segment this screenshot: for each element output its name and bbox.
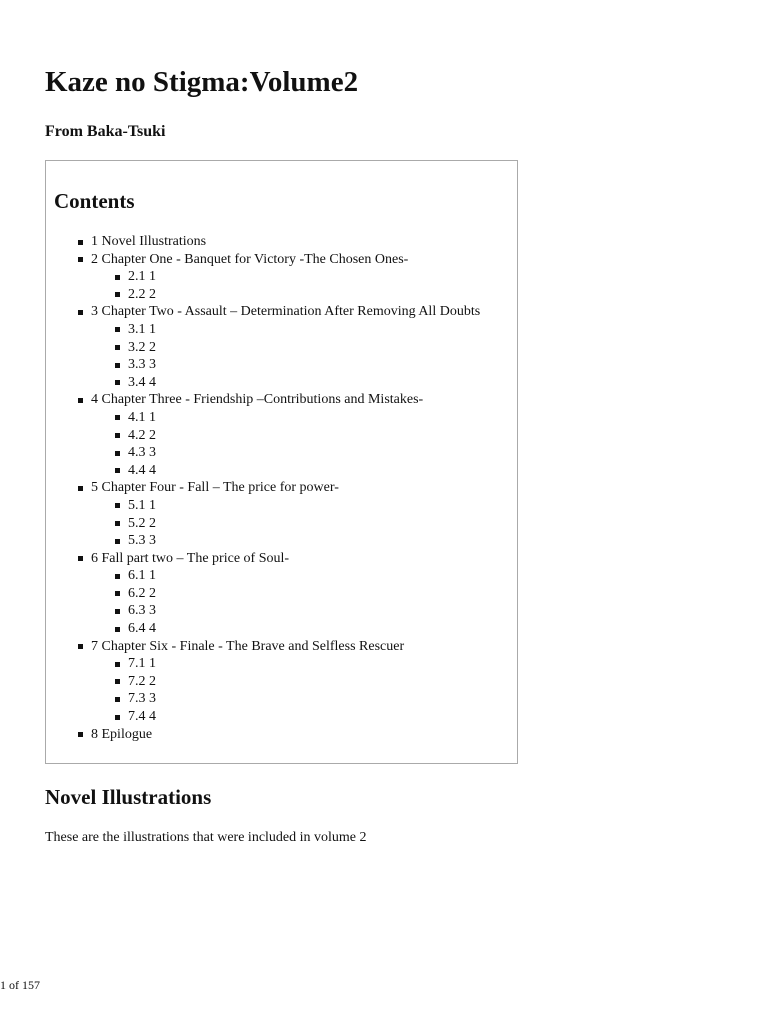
- toc-subitem: [115, 462, 480, 480]
- toc-item: [78, 638, 480, 726]
- toc-sublist: [91, 655, 480, 725]
- toc-sublist: [91, 497, 480, 550]
- toc-subitem: [115, 708, 480, 726]
- toc-link[interactable]: 3 Chapter Two - Assault – Determination After Removing All Doubts: [91, 304, 481, 320]
- toc-link[interactable]: 1 Novel Illustrations: [91, 234, 207, 249]
- toc-link[interactable]: 8 Epilogue: [91, 726, 153, 742]
- toc-subitem: [115, 602, 480, 620]
- toc-item: [78, 233, 480, 251]
- table-of-contents: [45, 160, 518, 764]
- toc-subitem: [115, 497, 480, 515]
- toc-subitem: [115, 339, 480, 357]
- toc-item: [78, 550, 480, 638]
- toc-subitem: [115, 673, 480, 691]
- toc-sublink[interactable]: 7.1 1: [128, 656, 156, 672]
- toc-subitem: [115, 515, 480, 533]
- toc-list: [78, 233, 480, 743]
- toc-link[interactable]: 5 Chapter Four - Fall – The price for power-: [91, 480, 339, 496]
- toc-subitem: [115, 409, 480, 427]
- toc-sublink[interactable]: 4.1 1: [128, 409, 156, 425]
- toc-sublink[interactable]: 5.2 2: [128, 515, 156, 531]
- toc-subitem: [115, 655, 480, 673]
- toc-heading: Contents: [54, 189, 135, 213]
- toc-link[interactable]: 2 Chapter One - Banquet for Victory -The Chosen Ones-: [91, 251, 409, 267]
- toc-item: [78, 479, 480, 549]
- toc-sublink[interactable]: 2.2 2: [128, 286, 156, 302]
- toc-subitem: [115, 427, 480, 445]
- page-subtitle: From Baka-Tsuki: [45, 123, 166, 140]
- toc-sublink[interactable]: 3.1 1: [128, 321, 156, 337]
- toc-sublink[interactable]: 6.3 3: [128, 603, 156, 619]
- toc-sublink[interactable]: 3.3 3: [128, 357, 156, 373]
- toc-subitem: [115, 444, 480, 462]
- toc-subitem: [115, 321, 480, 339]
- toc-sublist: [91, 321, 480, 391]
- toc-sublink[interactable]: 4.2 2: [128, 427, 156, 443]
- toc-sublink[interactable]: 3.4 4: [128, 374, 156, 390]
- toc-sublink[interactable]: 5.3 3: [128, 533, 156, 549]
- toc-sublink[interactable]: 6.2 2: [128, 585, 156, 601]
- toc-subitem: [115, 374, 480, 392]
- toc-item: [78, 251, 480, 304]
- toc-subitem: [115, 286, 480, 304]
- toc-sublink[interactable]: 4.3 3: [128, 445, 156, 461]
- toc-subitem: [115, 585, 480, 603]
- section-heading-novel-illustrations: Novel Illustrations: [45, 785, 212, 809]
- section-text: These are the illustrations that were included in volume 2: [45, 830, 367, 845]
- toc-sublink[interactable]: 7.4 4: [128, 709, 156, 725]
- page-counter: 1 of 157: [0, 978, 40, 992]
- toc-item: [78, 303, 480, 391]
- toc-sublink[interactable]: 2.1 1: [128, 269, 156, 285]
- toc-sublist: [91, 409, 480, 479]
- toc-subitem: [115, 356, 480, 374]
- toc-item: [78, 391, 480, 479]
- toc-sublink[interactable]: 4.4 4: [128, 462, 156, 478]
- toc-link[interactable]: 7 Chapter Six - Finale - The Brave and Selfless Rescuer: [91, 638, 405, 654]
- toc-sublink[interactable]: 5.1 1: [128, 497, 156, 513]
- toc-sublist: [91, 268, 480, 303]
- toc-sublist: [91, 567, 480, 637]
- toc-item: [78, 726, 480, 744]
- toc-sublink[interactable]: 6.4 4: [128, 621, 156, 637]
- toc-sublink[interactable]: 7.2 2: [128, 673, 156, 689]
- toc-sublink[interactable]: 7.3 3: [128, 691, 156, 707]
- toc-sublink[interactable]: 6.1 1: [128, 568, 156, 584]
- toc-sublink[interactable]: 3.2 2: [128, 339, 156, 355]
- page-title: Kaze no Stigma:Volume2: [45, 66, 359, 98]
- toc-link[interactable]: 6 Fall part two – The price of Soul-: [91, 550, 290, 566]
- toc-subitem: [115, 567, 480, 585]
- toc-subitem: [115, 620, 480, 638]
- toc-subitem: [115, 690, 480, 708]
- toc-subitem: [115, 532, 480, 550]
- toc-subitem: [115, 268, 480, 286]
- toc-link[interactable]: 4 Chapter Three - Friendship –Contributions and Mistakes-: [91, 392, 424, 408]
